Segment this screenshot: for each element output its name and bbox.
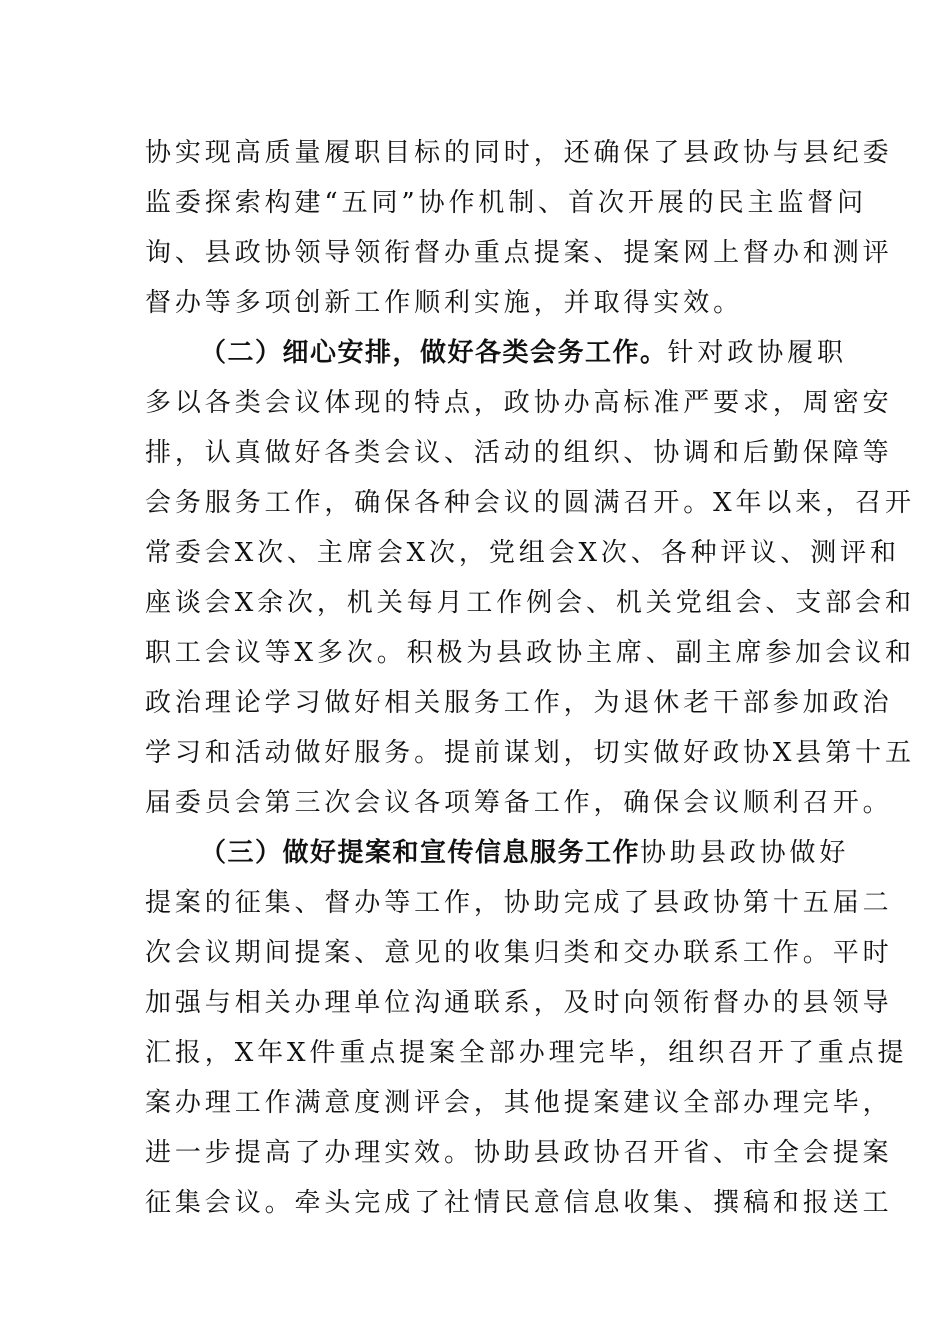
- text-line: 询、县政协领导领衔督办重点提案、提案网上督办和测评: [145, 238, 893, 268]
- text-line: 汇报，X年X件重点提案全部办理完毕，组织召开了重点提: [145, 1038, 908, 1068]
- text-line: 案办理工作满意度测评会，其他提案建议全部办理完毕，: [145, 1088, 893, 1118]
- text-line: 学习和活动做好服务。提前谋划，切实做好政协X县第十五: [145, 738, 915, 768]
- text-line: 督办等多项创新工作顺利实施，并取得实效。: [145, 288, 744, 318]
- section-2-first-line: [200, 328, 847, 378]
- section-3-first-line: [200, 828, 849, 878]
- text-line: 排，认真做好各类会议、活动的组织、协调和后勤保障等: [145, 438, 893, 468]
- text-line: 职工会议等X多次。积极为县政协主席、副主席参加会议和: [145, 638, 915, 668]
- text-line: 征集会议。牵头完成了社情民意信息收集、撰稿和报送工: [145, 1188, 893, 1218]
- text-line: 座谈会X余次，机关每月工作例会、机关党组会、支部会和: [145, 588, 915, 618]
- section-3-text: 协助县政协做好: [640, 838, 850, 868]
- text-line: 次会议期间提案、意见的收集归类和交办联系工作。平时: [145, 938, 893, 968]
- text-line: 加强与相关办理单位沟通联系，及时向领衔督办的县领导: [145, 988, 893, 1018]
- text-line: 多以各类会议体现的特点，政协办高标准严要求，周密安: [145, 388, 893, 418]
- text-line: 会务服务工作，确保各种会议的圆满召开。X年以来，召开: [145, 488, 915, 518]
- section-3-heading: （三）做好提案和宣传信息服务工作: [200, 838, 641, 868]
- text-line: 监委探索构建“五同”协作机制、首次开展的民主监督问: [145, 188, 868, 218]
- text-line: 协实现高质量履职目标的同时，还确保了县政协与县纪委: [145, 138, 893, 168]
- section-2-heading: （二）细心安排，做好各类会务工作。: [200, 338, 668, 368]
- text-line: 提案的征集、督办等工作，协助完成了县政协第十五届二: [145, 888, 893, 918]
- text-line: 届委员会第三次会议各项筹备工作，确保会议顺利召开。: [145, 788, 893, 818]
- text-line: 进一步提高了办理实效。协助县政协召开省、市全会提案: [145, 1138, 893, 1168]
- text-line: 常委会X次、主席会X次，党组会X次、各种评议、测评和: [145, 538, 900, 568]
- text-line: 政治理论学习做好相关服务工作，为退休老干部参加政治: [145, 688, 893, 718]
- section-2-text: 针对政协履职: [667, 338, 847, 368]
